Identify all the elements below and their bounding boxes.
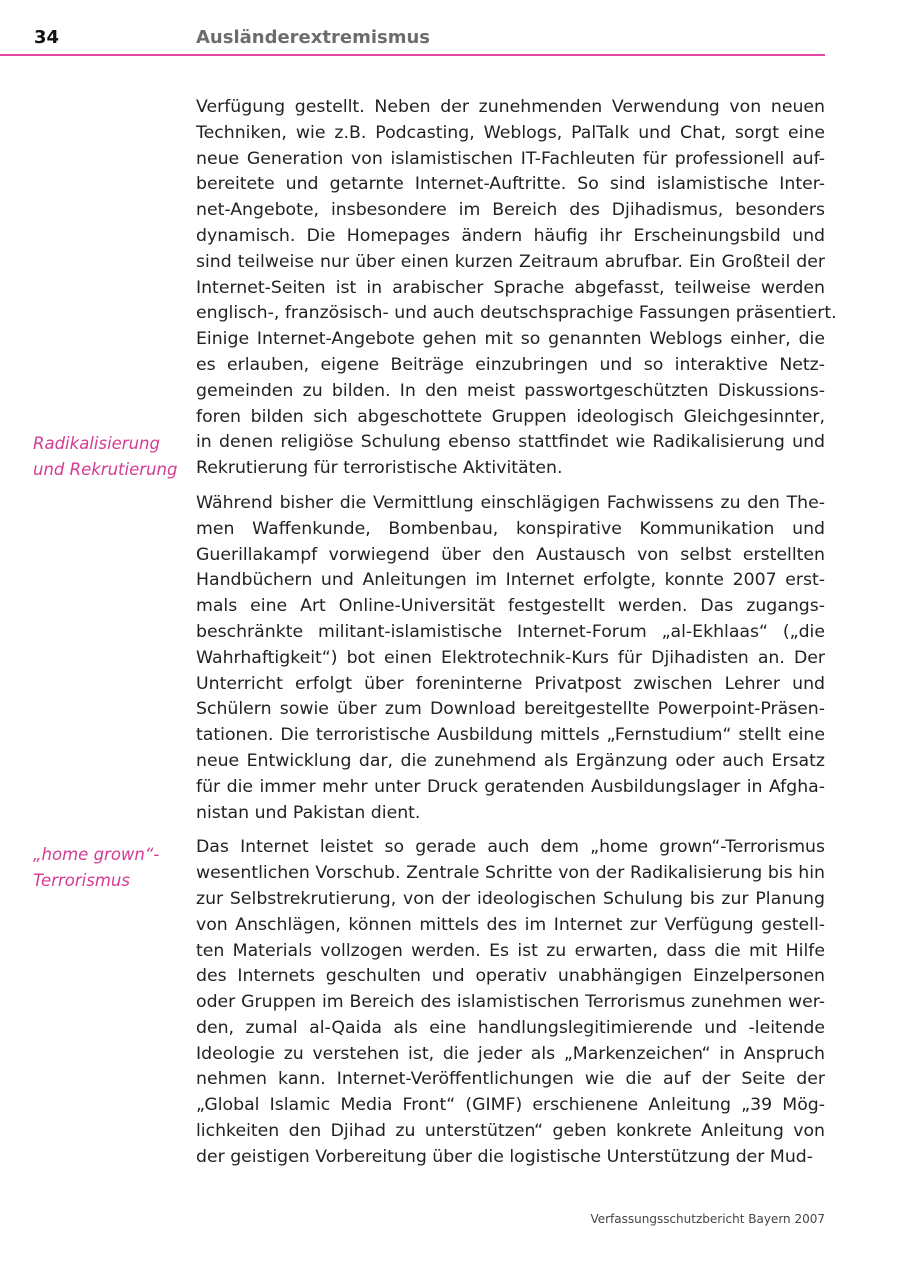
- text-line: bereitete und getarnte Internet-Auftritte. So sind islamistische Inter-: [196, 174, 825, 195]
- text-line: sind teilweise nur über einen kurzen Zeitraum abrufbar. Ein Großteil der: [196, 251, 825, 272]
- text-line: zur Selbstrekrutierung, von der ideologischen Schulung bis zur Planung: [196, 888, 825, 909]
- text-line: „Global Islamic Media Front“ (GIMF) erschienene Anleitung „39 Mög-: [196, 1095, 825, 1116]
- text-line: Das Internet leistet so gerade auch dem „home grown“-Terrorismus: [196, 837, 825, 858]
- page-header: [0, 0, 900, 70]
- text-line: Internet-Seiten ist in arabischer Sprache abgefasst, teilweise werden: [196, 277, 825, 298]
- text-line: oder Gruppen im Bereich des islamistischen Terrorismus zunehmen wer-: [196, 992, 825, 1013]
- text-line: für die immer mehr unter Druck geratenden Ausbildungslager in Afgha-: [196, 776, 825, 797]
- text-line: dynamisch. Die Homepages ändern häufig ihr Erscheinungsbild und: [196, 225, 825, 246]
- text-line: des Internets geschulten und operativ unabhängigen Einzelpersonen: [196, 966, 825, 987]
- margin-note-line: Terrorismus: [33, 870, 130, 890]
- text-line: Verfügung gestellt. Neben der zunehmenden Verwendung von neuen: [196, 97, 825, 117]
- text-line: Unterricht erfolgt über foreninterne Privatpost zwischen Lehrer und: [196, 673, 825, 694]
- body-text: [196, 95, 837, 1180]
- text-line: Techniken, wie z.B. Podcasting, Weblogs, PalTalk und Chat, sorgt eine: [196, 122, 825, 143]
- margin-note-radicalization: [33, 431, 183, 483]
- header-rule: [0, 54, 825, 56]
- text-line: Ideologie zu verstehen ist, die jeder als „Markenzeichen“ in Anspruch: [196, 1043, 825, 1064]
- text-line: Rekrutierung für terroristische Aktivitäten.: [196, 458, 563, 479]
- margin-note-line: „home grown“-: [33, 845, 160, 864]
- text-line: gemeinden zu bilden. In den meist passwortgeschützten Diskussions-: [196, 380, 825, 401]
- text-line: es erlauben, eigene Beiträge einzubringen und so interaktive Netz-: [196, 354, 825, 375]
- text-line: englisch-, französisch- und auch deutschsprachige Fassungen präsentiert.: [196, 303, 837, 324]
- text-line: Einige Internet-Angebote gehen mit so genannten Weblogs einher, die: [196, 329, 825, 350]
- margin-note-line: Radikalisierung: [33, 434, 160, 453]
- paragraph: [196, 835, 825, 1170]
- text-line: men Waffenkunde, Bombenbau, konspirative Kommunikation und: [196, 518, 825, 539]
- text-line: von Anschlägen, können mittels des im Internet zur Verfügung gestell-: [196, 914, 825, 935]
- text-line: ten Materials vollzogen werden. Es ist zu erwarten, dass die mit Hilfe: [196, 940, 825, 961]
- text-line: nehmen kann. Internet-Veröffentlichungen wie die auf der Seite der: [196, 1069, 825, 1090]
- text-line: Schülern sowie über zum Download bereitgestellte Powerpoint-Präsen-: [196, 699, 825, 720]
- text-line: in denen religiöse Schulung ebenso stattfindet wie Radikalisierung und: [196, 432, 825, 453]
- text-line: Handbüchern und Anleitungen im Internet erfolgte, konnte 2007 erst-: [196, 570, 825, 591]
- paragraph: [196, 95, 837, 482]
- text-line: neue Entwicklung dar, die zunehmend als Ergänzung oder auch Ersatz: [196, 750, 825, 771]
- text-line: mals eine Art Online-Universität festgestellt werden. Das zugangs-: [196, 596, 825, 617]
- margin-note-home-grown: [33, 842, 183, 894]
- text-line: Wahrhaftigkeit“) bot einen Elektrotechnik-Kurs für Djihadisten an. Der: [196, 647, 825, 668]
- text-line: Während bisher die Vermittlung einschlägigen Fachwissens zu den The-: [196, 492, 825, 513]
- text-line: beschränkte militant-islamistische Internet-Forum „al-Ekhlaas“ („die: [196, 621, 825, 642]
- text-line: foren bilden sich abgeschottete Gruppen ideologisch Gleichgesinnter,: [196, 406, 825, 427]
- text-line: den, zumal al-Qaida als eine handlungslegitimierende und -leitende: [196, 1017, 825, 1038]
- text-line: tationen. Die terroristische Ausbildung mittels „Fernstudium“ stellt eine: [196, 725, 825, 746]
- paragraph: [196, 491, 825, 826]
- text-line: net-Angebote, insbesondere im Bereich des Djihadismus, besonders: [196, 200, 825, 221]
- margin-note-line: und Rekrutierung: [33, 459, 178, 479]
- text-line: Guerillakampf vorwiegend über den Austausch von selbst erstellten: [196, 544, 825, 565]
- footer-text: Verfassungsschutzbericht Bayern 2007: [590, 1212, 825, 1226]
- text-line: wesentlichen Vorschub. Zentrale Schritte von der Radikalisierung bis hin: [196, 863, 825, 884]
- running-title: Ausländerextremismus: [196, 27, 430, 48]
- text-line: lichkeiten den Djihad zu unterstützen“ geben konkrete Anleitung von: [196, 1121, 825, 1142]
- text-line: nistan und Pakistan dient.: [196, 802, 421, 823]
- page-number: 34: [34, 27, 60, 48]
- text-line: der geistigen Vorbereitung über die logistische Unterstützung der Mud-: [196, 1146, 813, 1167]
- text-line: neue Generation von islamistischen IT-Fachleuten für professionell auf-: [196, 148, 825, 169]
